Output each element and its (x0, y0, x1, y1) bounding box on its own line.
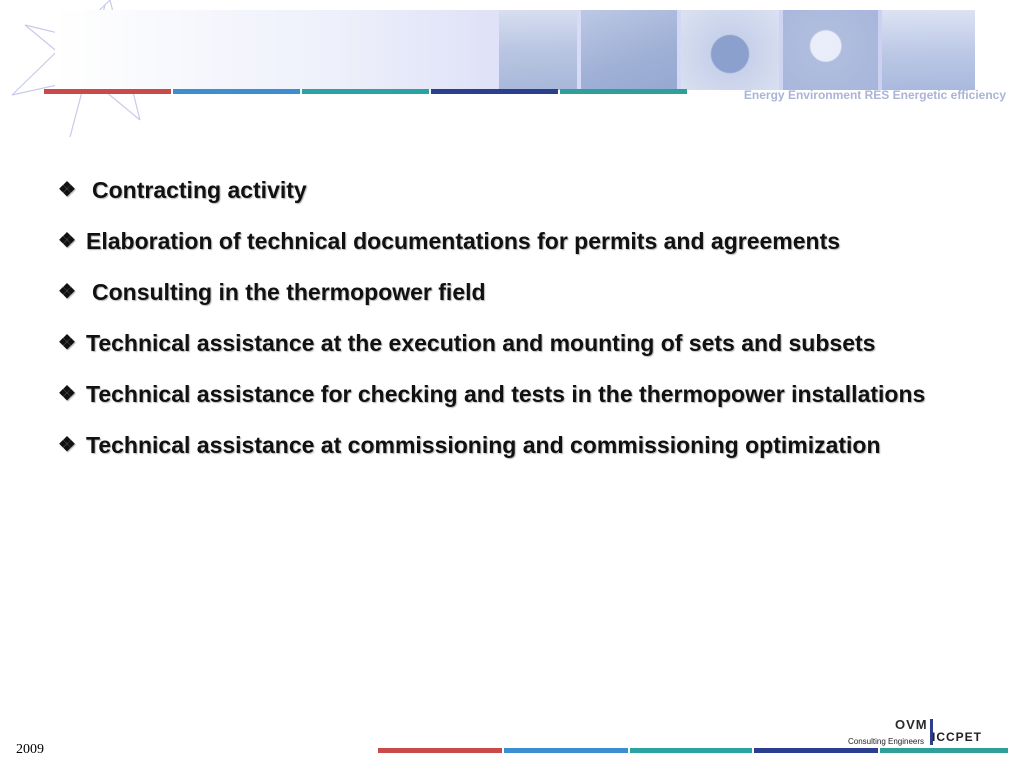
bullet-item (58, 267, 945, 318)
diamond-bullet-icon: ❖ (58, 230, 76, 252)
company-logo (848, 717, 1008, 749)
city-photo (581, 10, 677, 90)
top-stripe-green (560, 89, 687, 94)
top-stripe-teal (302, 89, 429, 94)
building-photo (882, 10, 975, 90)
bullet-text: Elaboration of technical documentations for permits and agreements (86, 228, 841, 254)
bullet-item (58, 318, 945, 369)
landscape-photo (499, 10, 577, 90)
bullet-item (58, 165, 945, 216)
bullet-text: Contracting activity (92, 177, 307, 203)
diamond-bullet-icon: ❖ (58, 434, 76, 456)
bullet-item (58, 216, 945, 267)
diamond-bullet-icon: ❖ (58, 332, 76, 354)
bottom-stripe-red (378, 748, 502, 753)
diamond-bullet-icon: ❖ (58, 281, 76, 303)
top-stripe-red (44, 89, 171, 94)
header-tagline: Energy Environment RES Energetic efficiency (743, 88, 1006, 102)
diamond-bullet-icon: ❖ (58, 179, 76, 201)
logo-iccpet-text: ICCPET (932, 730, 983, 744)
logo-ovm-text: OVM (895, 717, 928, 732)
top-stripe-blue (173, 89, 300, 94)
bottom-stripe-blue (504, 748, 628, 753)
diamond-bullet-icon: ❖ (58, 383, 76, 405)
bullet-item (58, 420, 945, 471)
tree-photo (681, 10, 779, 90)
top-stripe-navy (431, 89, 558, 94)
logo-subtitle: Consulting Engineers (848, 737, 925, 746)
bullet-text: Consulting in the thermopower field (92, 279, 486, 305)
header-banner (55, 10, 975, 90)
satellite-dish-photo (783, 10, 878, 90)
footer-year: 2009 (16, 742, 44, 757)
bottom-stripe-teal (630, 748, 752, 753)
bullet-text: Technical assistance for checking and tests in the thermopower installations (86, 381, 926, 407)
bullet-item (58, 369, 945, 420)
bullet-text: Technical assistance at commissioning and commissioning optimization (86, 432, 881, 458)
bullet-text: Technical assistance at the execution and mounting of sets and subsets (86, 330, 876, 356)
bullet-list (58, 165, 945, 471)
